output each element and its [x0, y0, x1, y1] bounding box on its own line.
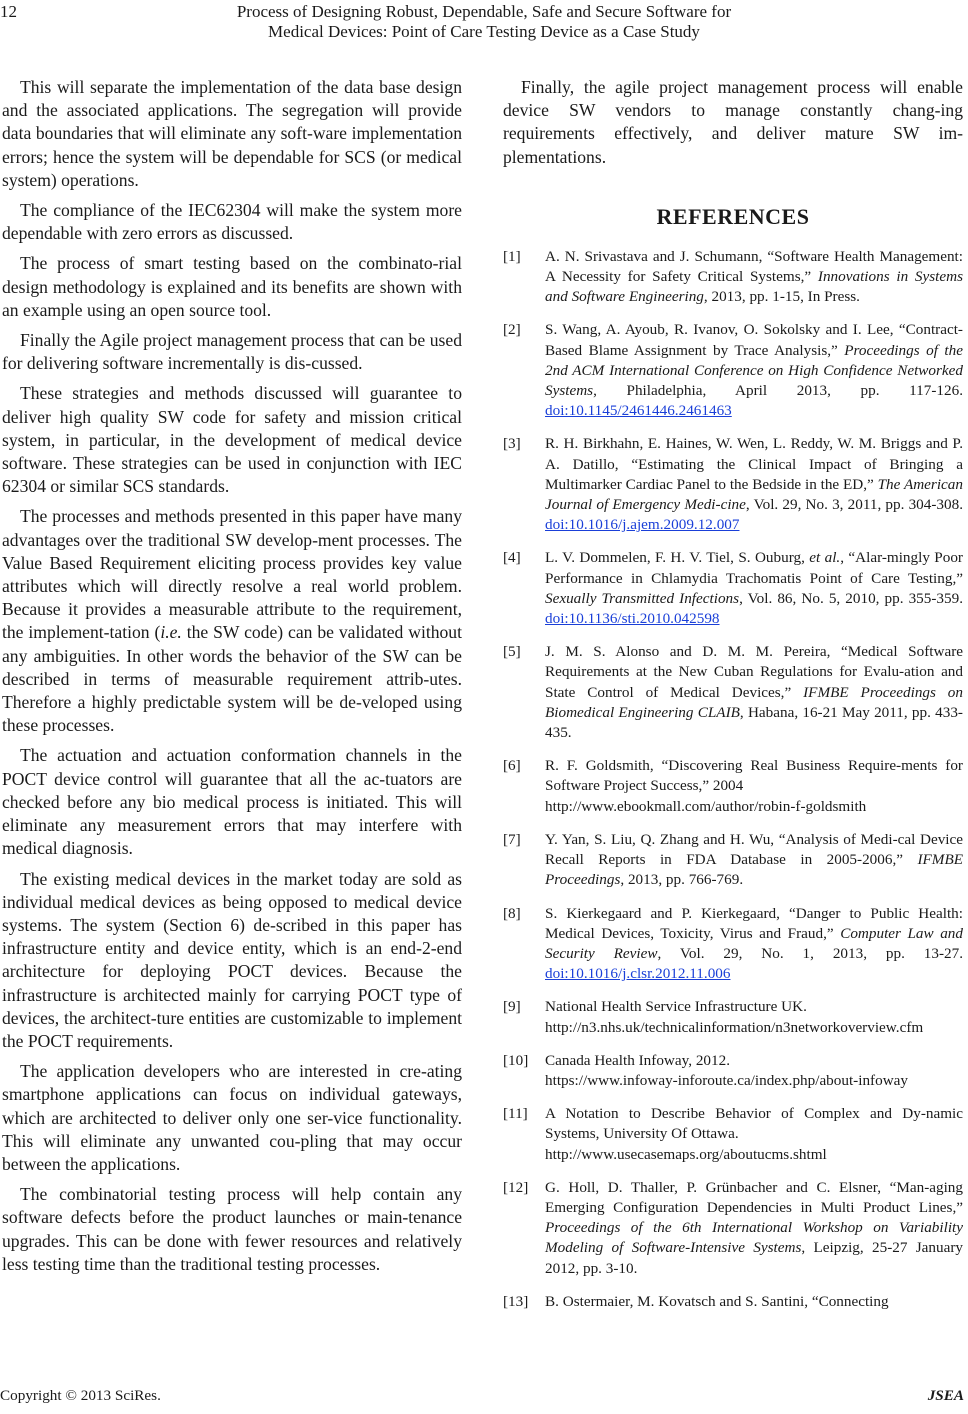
reference-venue: Proceedings of the 6th International Workshop on Variability Modeling of Software-Intensive Systems: [545, 1219, 963, 1257]
paragraph-text: The processes and methods presented in this paper have many advantages over the traditional SW develop-ment processes. The Value Based Requirement eliciting process provides key value attributes which will directly resolve a real world problem. Because it provides a measurable attribute to the requirement, the implement-tation (: [2, 506, 462, 643]
reference-item: [503, 904, 963, 985]
reference-number: [8]: [503, 904, 521, 922]
reference-number: [1]: [503, 247, 521, 265]
references-heading: REFERENCES: [656, 203, 810, 229]
reference-details: , Leipzig, 25-27 January 2012, pp. 3-10.: [545, 1239, 963, 1277]
paragraph: The compliance of the IEC62304 will make the system more dependable with zero errors as discussed.: [2, 200, 462, 244]
reference-venue: IFMBE Proceedings on Biomedical Engineering CLAIB: [545, 683, 963, 721]
reference-text: [545, 1104, 963, 1165]
reference-number: [2]: [503, 321, 521, 339]
doi-link[interactable]: doi:10.1145/2461446.2461463: [545, 402, 732, 420]
right-column: [503, 76, 963, 1325]
reference-etal: et al.: [809, 549, 841, 567]
reference-item: [503, 830, 963, 891]
left-column: [2, 76, 462, 1276]
reference-number: [5]: [503, 643, 521, 661]
reference-item: [503, 642, 963, 743]
reference-number: [9]: [503, 998, 521, 1016]
reference-title: , “Alar-mingly Poor Performance in Chlamydia Trachomatis Point of Care Testing,”: [545, 549, 963, 587]
paragraph: The application developers who are interested in cre-ating smartphone applications can focus on individual gateways, which are architected to deliver only one ser-vice functionality. This will eliminate any unwanted cou-pling that may occur between the applications.: [2, 1061, 462, 1174]
page-number: 12: [0, 2, 17, 21]
doi-link[interactable]: doi:10.1016/j.clsr.2012.11.006: [545, 965, 731, 983]
reference-details: , Vol. 86, No. 5, 2010, pp. 355-359.: [739, 589, 963, 607]
reference-authors: J. M. S. Alonso and D. M. M. Pereira, “Medical Software Requirements at the New Cuban Regulations for Evalu-ation and State Control of Medical Devices,”: [545, 643, 963, 701]
reference-details: , Vol. 29, No. 3, 2011, pp. 304-308.: [745, 496, 963, 514]
reference-text: [545, 830, 963, 891]
reference-item: [503, 756, 963, 817]
paragraph: Finally, the agile project management process will enable device SW vendors to manage constantly chang-ing requirements effectively, and deliver mature SW im-plementations.: [503, 77, 963, 167]
reference-item: [503, 247, 963, 308]
running-title-line1: Process of Designing Robust, Dependable, Safe and Secure Software for: [236, 2, 732, 21]
reference-item: [503, 997, 963, 1037]
reference-text: [545, 1292, 963, 1312]
running-header: [120, 2, 848, 42]
reference-item: [503, 1292, 963, 1312]
paragraph: The existing medical devices in the market today are sold as individual medical devices as being opposed to medical device systems. The system (Section 6) de-scribed in this paper has infrastructure entity and device entity, which is an end-2-end architecture for deploying POCT devices. Because the infrastructure is architected mainly for carrying POCT type of devices, the architect-ture entities are customizable to implement the POCT requirements.: [2, 868, 462, 1051]
reference-text: [545, 320, 963, 421]
reference-item: [503, 434, 963, 535]
reference-text: [545, 756, 963, 817]
reference-authors: S. Kierkegaard and P. Kierkegaard, “Danger to Public Health: Medical Devices, Toxicity, Virus and Fraud,”: [545, 904, 963, 942]
running-title-line2: Medical Devices: Point of Care Testing Device as a Case Study: [268, 22, 700, 41]
reference-venue: The American Journal of Emergency Medi-cine: [545, 475, 963, 514]
reference-number: [6]: [503, 757, 521, 775]
reference-authors: Canada Health Infoway, 2012.: [545, 1051, 731, 1069]
reference-authors: S. Wang, A. Ayoub, R. Ivanov, O. Sokolsky and I. Lee, “Contract-Based Blame Assignment by Trace Analysis,”: [545, 321, 963, 359]
reference-authors: A. N. Srivastava and J. Schumann, “Software Health Management: A Necessity for Safety Critical Systems,”: [545, 247, 963, 286]
reference-authors: G. Holl, D. Thaller, P. Grünbacher and C. Elsner, “Man-aging Emerging Configuration Dependencies in Multi Product Lines,”: [545, 1178, 963, 1216]
reference-authors: B. Ostermaier, M. Kovatsch and S. Santini, “Connecting: [545, 1292, 889, 1310]
doi-link[interactable]: doi:10.1136/sti.2010.042598: [545, 610, 720, 628]
reference-venue: Proceedings of the 2nd ACM International Conference on High Confidence Networked Systems: [545, 341, 963, 400]
reference-details: , Vol. 29, No. 1, 2013, pp. 13-27.: [657, 944, 963, 962]
footer-copyright: Copyright © 2013 SciRes.: [0, 1387, 161, 1404]
reference-details: , 2013, pp. 1-15, In Press.: [703, 288, 860, 306]
reference-details: , 2013, pp. 766-769.: [620, 871, 744, 889]
reference-details: , Habana, 16-21 May 2011, pp. 433-435.: [545, 703, 963, 742]
reference-number: [12]: [503, 1178, 529, 1196]
reference-number: [11]: [503, 1105, 528, 1123]
paragraph: These strategies and methods discussed will guarantee to deliver high quality SW code for safety and mission critical system, in particular, in the development of medical device software. These strategies can be used in conjunction with IEC 62304 or similar SCS standards.: [2, 383, 462, 497]
reference-authors: R. H. Birkhahn, E. Haines, W. Wen, L. Reddy, W. M. Briggs and P. A. Datillo, “Estimating the Clinical Impact of Bringing a Multimarker Cardiac Panel to the Bedside in the ED,”: [545, 435, 963, 493]
reference-url[interactable]: http://www.ebookmall.com/author/robin-f-goldsmith: [545, 797, 867, 815]
reference-number: [3]: [503, 435, 521, 453]
reference-venue: Innovations in Systems and Software Engineering: [545, 268, 963, 306]
reference-item: [503, 320, 963, 421]
reference-item: [503, 1051, 963, 1091]
reference-authors: National Health Service Infrastructure UK.: [545, 998, 807, 1016]
reference-authors: Y. Yan, S. Liu, Q. Zhang and H. Wu, “Analysis of Medi-cal Device Recall Reports in FDA Database in 2005-2006,”: [545, 830, 963, 869]
reference-url[interactable]: http://n3.nhs.uk/technicalinformation/n3networkoverview.cfm: [545, 1018, 924, 1036]
paragraph: This will separate the implementation of the data base design and the associated applications. The segregation will provide data boundaries that will eliminate any soft-ware implementation errors; hence the system will be dependable for SCS (or medical system) operations.: [2, 77, 462, 190]
doi-link[interactable]: doi:10.1016/j.ajem.2009.12.007: [545, 516, 740, 534]
abbreviation: i.e.: [160, 622, 182, 643]
reference-url[interactable]: http://www.usecasemaps.org/aboutucms.shtml: [545, 1145, 827, 1163]
reference-url[interactable]: https://www.infoway-inforoute.ca/index.php/about-infoway: [545, 1071, 909, 1089]
reference-text: [545, 1178, 963, 1279]
reference-venue: Computer Law and Security Review: [545, 924, 963, 962]
paragraph: [2, 505, 462, 737]
reference-authors: L. V. Dommelen, F. H. V. Tiel, S. Ouburg,: [545, 549, 810, 567]
reference-authors: R. F. Goldsmith, “Discovering Real Business Require-ments for Software Project Success,” 2004: [545, 757, 963, 795]
reference-text: [545, 434, 963, 535]
reference-number: [10]: [503, 1051, 529, 1069]
paragraph: The combinatorial testing process will help contain any software defects before the product launches or main-tenance upgrades. This can be done with fewer resources and relatively less testing time than the traditional testing processes.: [2, 1184, 462, 1274]
paragraph: The process of smart testing based on the combinato-rial design methodology is explained and its benefits are shown with an example using an open source tool.: [2, 253, 462, 320]
reference-item: [503, 548, 963, 629]
paragraph-text: the SW code) can be validated without any ambiguities. In other words the behavior of the SW can be described in terms of measurable requirement attrib-utes. Therefore a highly predictable system will be de-veloped using these processes.: [2, 622, 462, 736]
reference-number: [7]: [503, 830, 521, 848]
reference-text: [545, 548, 963, 629]
reference-authors: A Notation to Describe Behavior of Complex and Dy-namic Systems, University Of Ottawa.: [545, 1105, 963, 1143]
reference-item: [503, 1104, 963, 1165]
reference-text: [545, 1051, 963, 1091]
reference-text: [545, 642, 963, 743]
paragraph: Finally the Agile project management process that can be used for delivering software incrementally is dis-cussed.: [2, 330, 462, 374]
reference-text: [545, 997, 963, 1037]
reference-text: [545, 904, 963, 985]
reference-item: [503, 1178, 963, 1279]
reference-number: [4]: [503, 549, 521, 567]
paragraph: The actuation and actuation conformation channels in the POCT device control will guarantee that all the ac-tuators are checked before any bio medical process is initiated. This will eliminate any measurement errors that may interfere with medical diagnosis.: [2, 745, 462, 859]
footer-journal: JSEA: [927, 1387, 964, 1404]
reference-venue: IFMBE Proceedings: [545, 851, 963, 889]
reference-details: , Philadelphia, April 2013, pp. 117-126.: [593, 382, 963, 400]
reference-text: [545, 247, 963, 308]
reference-venue: Sexually Transmitted Infections: [545, 589, 740, 607]
reference-number: [13]: [503, 1292, 529, 1310]
